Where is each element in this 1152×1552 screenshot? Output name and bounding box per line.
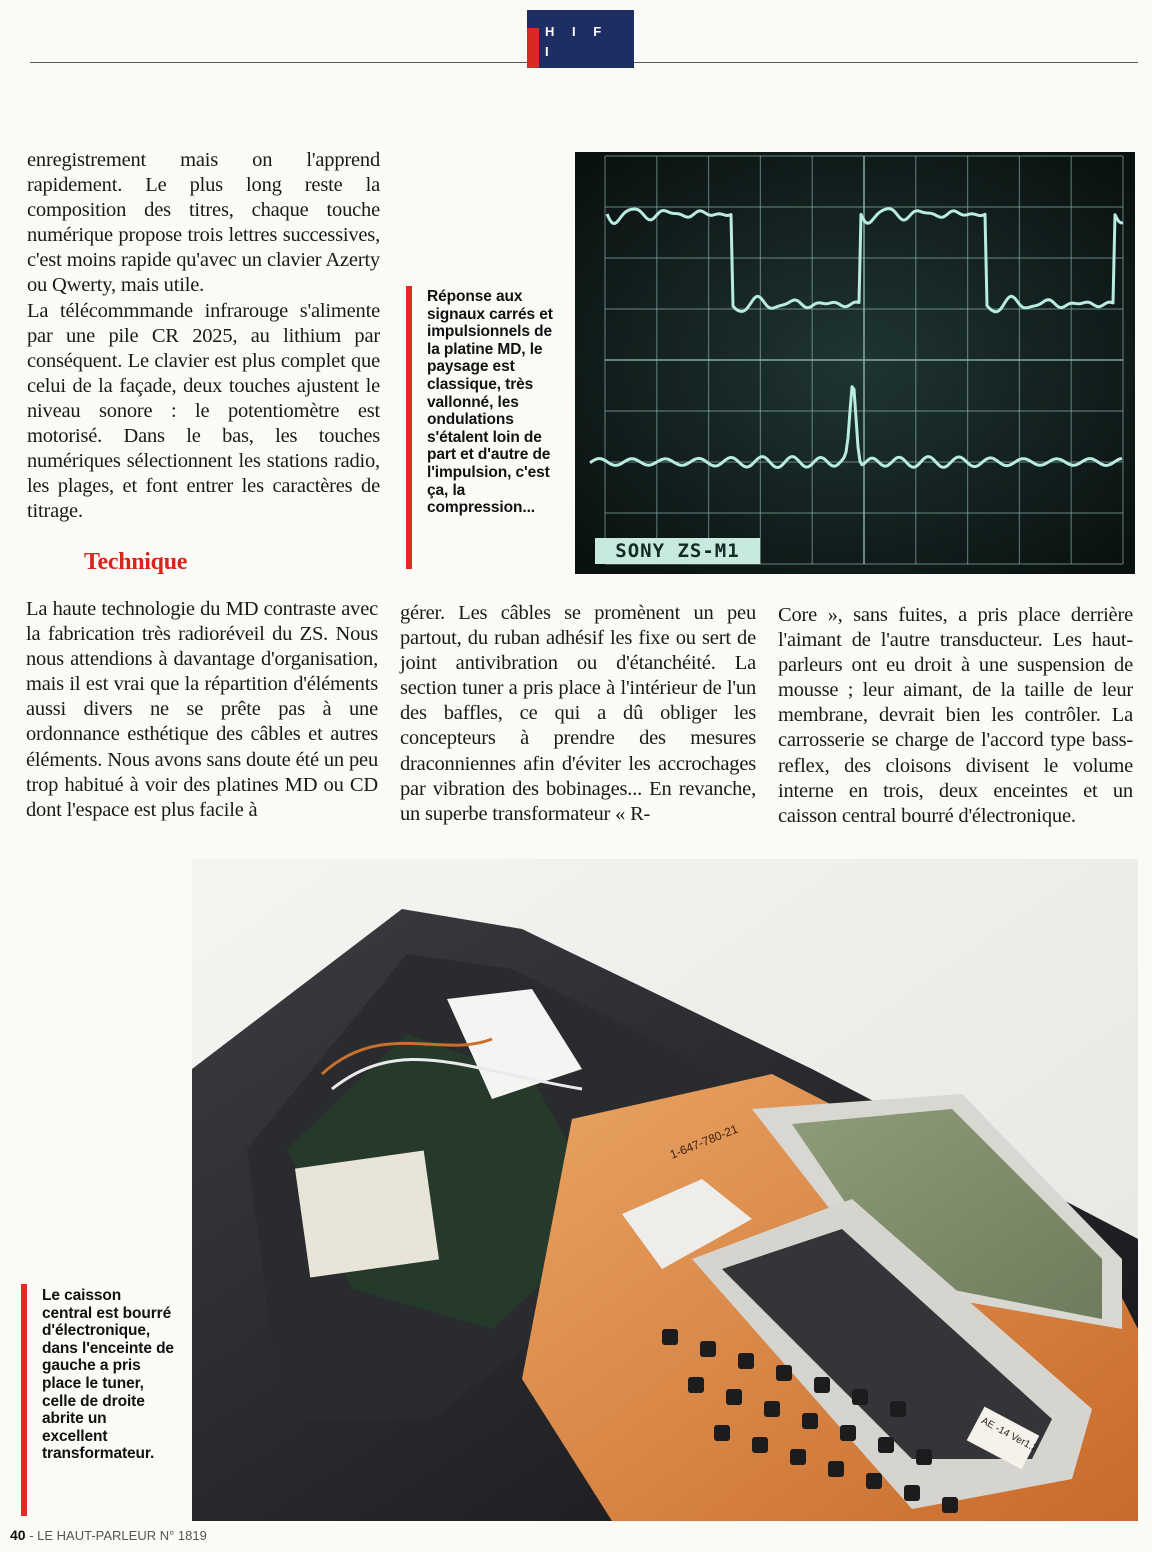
tact-switch bbox=[764, 1401, 780, 1417]
tact-switch bbox=[828, 1461, 844, 1477]
tact-switch bbox=[916, 1449, 932, 1465]
paragraph: Core », sans fuites, a pris place derrière l'aimant de l'autre transducteur. Les haut-parleurs ont eu droit à une suspension de mousse ; leur aimant, de la taille de leur membrane, devrait bien les contrôler. La carrosserie se charge de l'accord type bass-reflex, des cloisons divisent le volume interne en trois, deux enceintes et un caisson central bourré d'électronique. bbox=[778, 604, 1133, 827]
paragraph: La télécommmande infrarouge s'alimente par une pile CR 2025, au lithium par conséquent. Le clavier est plus complet que celui de la façade, deux touches ajustent le niveau sonore : le potentiomètre est motorisé. Dans le bas, les touches numériques sélectionnent les stations radio, les plages, et font entrer les caractères de titrage. bbox=[27, 299, 380, 523]
tact-switch bbox=[662, 1329, 678, 1345]
tact-switch bbox=[852, 1389, 868, 1405]
scope-background bbox=[575, 152, 1135, 574]
column-1 bbox=[27, 148, 380, 524]
tact-switch bbox=[904, 1485, 920, 1501]
tact-switch bbox=[688, 1377, 704, 1393]
page-footer bbox=[10, 1525, 410, 1545]
tact-switch bbox=[840, 1425, 856, 1441]
oscilloscope-photo bbox=[575, 152, 1135, 574]
tact-switch bbox=[802, 1413, 818, 1429]
internal-photo bbox=[192, 859, 1138, 1521]
tact-switch bbox=[714, 1425, 730, 1441]
tact-switch bbox=[776, 1365, 792, 1381]
tuner-module bbox=[295, 1150, 439, 1277]
tact-switch bbox=[942, 1497, 958, 1513]
tact-switch bbox=[790, 1449, 806, 1465]
caption-accent-bar bbox=[406, 286, 412, 569]
tact-switch bbox=[738, 1353, 754, 1369]
tact-switch bbox=[726, 1389, 742, 1405]
page-number: 40 bbox=[10, 1527, 26, 1543]
footer-separator: - bbox=[25, 1528, 38, 1543]
column-4 bbox=[778, 603, 1133, 829]
scope-caption: Réponse aux signaux carrés et impulsionnels de la platine MD, le paysage est classique, très vallonné, les ondulations s'étalent loin de part et d'autre de l'impulsion, c'est ça, la compression... bbox=[427, 288, 553, 517]
sticker-text: AE -14 Ver1.2 bbox=[979, 1415, 1040, 1455]
internal-photo-illustration bbox=[192, 859, 1138, 1521]
publication-name: LE HAUT-PARLEUR N° 1819 bbox=[37, 1528, 207, 1543]
paragraph: enregistrement mais on l'apprend rapidement. Le plus long reste la composition des titres, chaque touche numérique propose trois lettres successives, c'est moins rapide qu'avec un clavier Azerty ou Qwerty, mais utile. bbox=[27, 149, 380, 297]
tact-switch bbox=[878, 1437, 894, 1453]
scope-label: SONY ZS-M1 bbox=[595, 538, 760, 564]
tact-switch bbox=[814, 1377, 830, 1393]
paragraph: La haute technologie du MD contraste avec la fabrication très radioréveil du ZS. Nous nous attendions à davantage d'organisation, mais il est vrai que la répartition d'éléments aussi divers ne se prête pas à une ordonnance esthétique des câbles et autres éléments. Nous avons sans doute été un peu trop habitué à voir des platines MD ou CD dont l'espace est plus facile à bbox=[26, 598, 378, 821]
tact-switch bbox=[866, 1473, 882, 1489]
tact-switch bbox=[700, 1341, 716, 1357]
caption-accent-bar bbox=[21, 1284, 27, 1516]
column-2 bbox=[26, 597, 378, 823]
paragraph: gérer. Les câbles se promènent un peu partout, du ruban adhésif les fixe ou sert de joint antivibration ou d'étanchéité. La section tuner a pris place à l'intérieur de l'un des baffles, ce qui a dû obliger les concepteurs à prendre des mesures draconniennes afin d'éviter les accrochages par vibration des bobinages... En revanche, un superbe transformateur « R- bbox=[400, 602, 756, 825]
board-code: 1-647-780-21 bbox=[667, 1121, 740, 1162]
oscilloscope-screen bbox=[575, 152, 1135, 574]
section-tab-accent bbox=[527, 28, 539, 68]
tact-switch bbox=[890, 1401, 906, 1417]
tact-switch bbox=[752, 1437, 768, 1453]
section-heading: Technique bbox=[84, 549, 188, 575]
column-3 bbox=[400, 601, 756, 827]
section-label: H I F I bbox=[545, 24, 609, 59]
photo-caption: Le caisson central est bourré d'électronique, dans l'enceinte de gauche a pris place le tuner, celle de droite abrite un excellent transformateur. bbox=[42, 1287, 174, 1463]
